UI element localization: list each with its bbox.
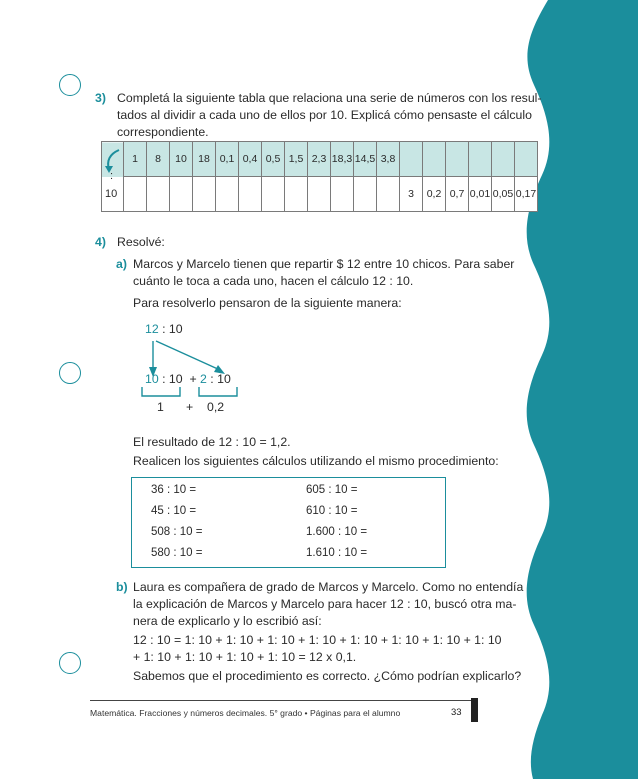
calc-right-1: 605 : 10 = — [306, 484, 358, 496]
table-cell-blank[interactable] — [239, 177, 262, 212]
table-cell: 3,8 — [377, 142, 400, 177]
table-cell: 1 — [124, 142, 147, 177]
table-cell-blank[interactable] — [469, 142, 492, 177]
calc-right-3: 1.600 : 10 = — [306, 526, 368, 538]
binder-hole-bottom — [59, 652, 81, 674]
footer-rule — [90, 700, 474, 701]
result-statement: El resultado de 12 : 10 = 1,2. — [133, 435, 291, 449]
table-cell: 0,2 — [423, 177, 446, 212]
calc-right-4: 1.610 : 10 = — [306, 547, 368, 559]
table-row-results — [102, 177, 538, 212]
part-a-line3: Para resolverlo pensaron de la siguiente manera: — [133, 296, 402, 310]
table-cell-blank[interactable] — [193, 177, 216, 212]
footer-text: Matemática. Fracciones y números decimales. 5° grado • Páginas para el alumno — [90, 708, 401, 718]
table-cell: 10 — [170, 142, 193, 177]
exercise-3-text-line1: Completá la siguiente tabla que relaciona una serie de números con los resul- — [117, 91, 542, 105]
table-header-colon: : — [110, 170, 114, 182]
table-cell: 2,3 — [308, 142, 331, 177]
part-b-line2: la explicación de Marcos y Marcelo para hacer 12 : 10, buscó otra ma- — [133, 597, 517, 611]
table-cell: 0,7 — [446, 177, 469, 212]
part-a-label: a) — [116, 257, 127, 271]
table-cell-blank[interactable] — [515, 142, 538, 177]
table-cell: 1,5 — [285, 142, 308, 177]
part-b-line5: + 1: 10 + 1: 10 + 1: 10 + 1: 10 = 12 x 0,1. — [133, 650, 357, 664]
table-cell-blank[interactable] — [285, 177, 308, 212]
diagram-divide-10: : 10 — [158, 322, 183, 336]
table-cell-blank[interactable] — [331, 177, 354, 212]
diagram-brackets — [140, 385, 250, 399]
calc-left-2: 45 : 10 = — [151, 505, 197, 517]
table-cell-blank[interactable] — [170, 177, 193, 212]
table-cell-blank[interactable] — [400, 142, 423, 177]
table-cell: 0,1 — [216, 142, 239, 177]
part-b-line4: 12 : 10 = 1: 10 + 1: 10 + 1: 10 + 1: 10 + 1: 10 + 1: 10 + 1: 10 + 1: 10 — [133, 633, 502, 647]
table-cell: 0,05 — [492, 177, 515, 212]
exercise-3-text-line2: tados al dividir a cada uno de ellos por 10. Explicá cómo pensaste el cálculo — [117, 108, 532, 122]
table-cell: 18,3 — [331, 142, 354, 177]
exercise-3-text-line3: correspondiente. — [117, 125, 209, 139]
table-cell-blank[interactable] — [492, 142, 515, 177]
calc-left-3: 508 : 10 = — [151, 526, 203, 538]
table-header-operation — [102, 142, 124, 212]
table-cell: 14,5 — [354, 142, 377, 177]
table-cell-blank[interactable] — [216, 177, 239, 212]
exercise-4-title: Resolvé: — [117, 235, 165, 249]
diagram-middle: : 10 + — [158, 372, 201, 386]
table-cell-blank[interactable] — [147, 177, 170, 212]
part-a-line1: Marcos y Marcelo tienen que repartir $ 12 entre 10 chicos. Para saber — [133, 257, 515, 271]
calc-left-4: 580 : 10 = — [151, 547, 203, 559]
calculations-box — [131, 477, 446, 568]
table-cell-blank[interactable] — [354, 177, 377, 212]
table-cell: 3 — [400, 177, 423, 212]
table-cell: 0,01 — [469, 177, 492, 212]
part-a-line2: cuánto le toca a cada uno, hacen el cálculo 12 : 10. — [133, 274, 414, 288]
instruction-text: Realicen los siguientes cálculos utilizando el mismo procedimiento: — [133, 454, 499, 468]
page-marker-bar — [471, 698, 478, 722]
table-cell: 0,4 — [239, 142, 262, 177]
table-cell-blank[interactable] — [446, 142, 469, 177]
table-cell-blank[interactable] — [124, 177, 147, 212]
table-cell: 18 — [193, 142, 216, 177]
table-row-numbers — [102, 142, 538, 177]
table-cell-blank[interactable] — [308, 177, 331, 212]
diagram-result-02: 0,2 — [207, 400, 225, 414]
table-cell: 0,5 — [262, 142, 285, 177]
binder-hole-top — [59, 74, 81, 96]
page-number: 33 — [451, 707, 462, 718]
part-b-label: b) — [116, 580, 128, 594]
diagram-result-1: 1 — [157, 400, 164, 414]
division-table — [101, 141, 538, 212]
table-cell-blank[interactable] — [262, 177, 285, 212]
binder-hole-middle — [59, 362, 81, 384]
table-cell: 8 — [147, 142, 170, 177]
table-cell-blank[interactable] — [377, 177, 400, 212]
calc-right-2: 610 : 10 = — [306, 505, 358, 517]
diagram-12: 12 — [145, 322, 159, 336]
table-cell-blank[interactable] — [423, 142, 446, 177]
part-b-line1: Laura es compañera de grado de Marcos y Marcelo. Como no entendía — [133, 580, 524, 594]
calc-left-1: 36 : 10 = — [151, 484, 197, 496]
exercise-4-number: 4) — [95, 235, 106, 249]
table-header-divisor: 10 — [105, 188, 118, 200]
exercise-3-number: 3) — [95, 91, 106, 105]
diagram-2: 2 — [200, 372, 207, 386]
diagram-10: 10 — [145, 372, 159, 386]
part-b-line3: nera de explicarlo y lo escribió así: — [133, 614, 322, 628]
diagram-divide-10-right: : 10 — [206, 372, 231, 386]
table-cell: 0,17 — [515, 177, 538, 212]
part-b-line6: Sabemos que el procedimiento es correcto. ¿Cómo podrían explicarlo? — [133, 669, 522, 683]
diagram-result-plus: + — [186, 400, 194, 414]
